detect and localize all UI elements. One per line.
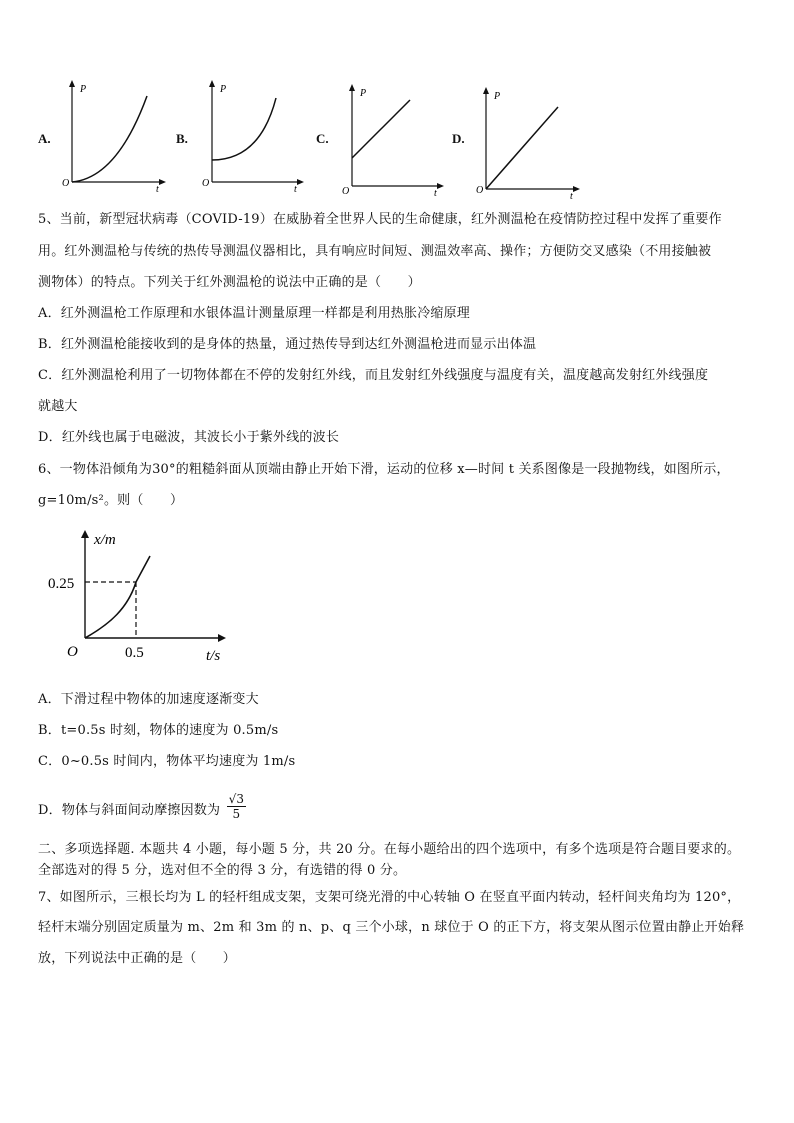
q5-stem-line-2: 用。红外测温枪与传统的热传导测温仪器相比，具有响应时间短、测温效率高、操作；方便防交叉感染（不用接触被 [38, 244, 712, 259]
q7-stem-line-1: 7、如图所示，三根长均为 L 的轻杆组成支架，支架可绕光滑的中心转轴 O 在竖直平面内转动，轻杆间夹角均为 120°， [38, 890, 741, 905]
q6-origin-label: O [67, 644, 78, 660]
q6-xlabel: t/s [206, 648, 221, 664]
q7-stem-line-3: 放，下列说法中正确的是（ ） [38, 951, 237, 966]
fraction-denominator: 5 [232, 807, 241, 821]
option-a-graph [62, 78, 172, 193]
option-d-label: D. [452, 131, 465, 146]
axis-y-label: P [220, 84, 227, 95]
origin-label: O [342, 186, 350, 197]
q7-stem-line-2: 轻杆末端分别固定质量为 m、2m 和 3m 的 n、p、q 三个小球，n 球位于 O 的正下方，将支架从图示位置由静止开始释 [38, 920, 745, 935]
q5-option-c-line-2: 就越大 [38, 399, 78, 414]
q5-option-a: A．红外测温枪工作原理和水银体温计测量原理一样都是利用热胀冷缩原理 [38, 306, 470, 321]
option-a-label: A. [38, 131, 51, 146]
q5-option-b: B．红外测温枪能接收到的是身体的热量，通过热传导到达红外测温枪进而显示出体温 [38, 337, 537, 352]
q5-option-c-line-1: C．红外测温枪利用了一切物体都在不停的发射红外线，而且发射红外线强度与温度有关，温度越高发射红外线强度 [38, 368, 709, 383]
q6-xt-graph [40, 522, 240, 667]
q6-stem-line-1: 6、一物体沿倾角为30°的粗糙斜面从顶端由静止开始下滑，运动的位移 x—时间 t 关系图像是一段抛物线，如图所示， [38, 462, 730, 477]
fraction [227, 792, 247, 821]
origin-label: O [62, 178, 70, 189]
axis-x-label: t [434, 188, 437, 197]
axis-y-label: P [360, 88, 367, 99]
q6-option-c: C．0~0.5s 时间内，物体平均速度为 1m/s [38, 754, 296, 769]
option-b-graph [200, 78, 310, 193]
axis-x-label: t [156, 184, 159, 193]
origin-label: O [202, 178, 210, 189]
option-b-label: B. [176, 131, 188, 146]
q6-option-b: B．t=0.5s 时刻，物体的速度为 0.5m/s [38, 723, 279, 738]
section2-line-2: 全部选对的得 5 分，选对但不全的得 3 分，有选错的得 0 分。 [38, 863, 407, 878]
option-c-label: C. [316, 131, 329, 146]
axis-x-label: t [570, 191, 573, 200]
axis-y-label: P [494, 91, 501, 102]
q6-xtick-label: 0.5 [125, 645, 144, 661]
fraction-numerator: √3 [228, 792, 245, 806]
q5-stem-line-1: 5、当前，新型冠状病毒（COVID-19）在威胁着全世界人民的生命健康，红外测温枪在疫情防控过程中发挥了重要作 [38, 212, 722, 227]
option-c-graph [340, 82, 450, 197]
axis-y-label: P [80, 84, 87, 95]
option-d-graph [476, 85, 586, 200]
q5-option-d: D．红外线也属于电磁波，其波长小于紫外线的波长 [38, 430, 340, 445]
q5-stem-line-3: 测物体）的特点。下列关于红外测温枪的说法中正确的是（ ） [38, 275, 421, 290]
q6-stem-line-2: g=10m/s²。则（ ） [38, 493, 184, 508]
origin-label: O [476, 185, 484, 196]
q6-option-d-text: D．物体与斜面间动摩擦因数为 [38, 803, 221, 818]
q6-ylabel: x/m [94, 532, 116, 548]
q6-ytick-label: 0.25 [48, 576, 75, 592]
q6-option-d [38, 792, 246, 825]
section2-line-1: 二、多项选择题. 本题共 4 小题，每小题 5 分，共 20 分。在每小题给出的四个选项中，有多个选项是符合题目要求的。 [38, 842, 741, 857]
q6-option-a: A．下滑过程中物体的加速度逐渐变大 [38, 692, 259, 707]
axis-x-label: t [294, 184, 297, 193]
